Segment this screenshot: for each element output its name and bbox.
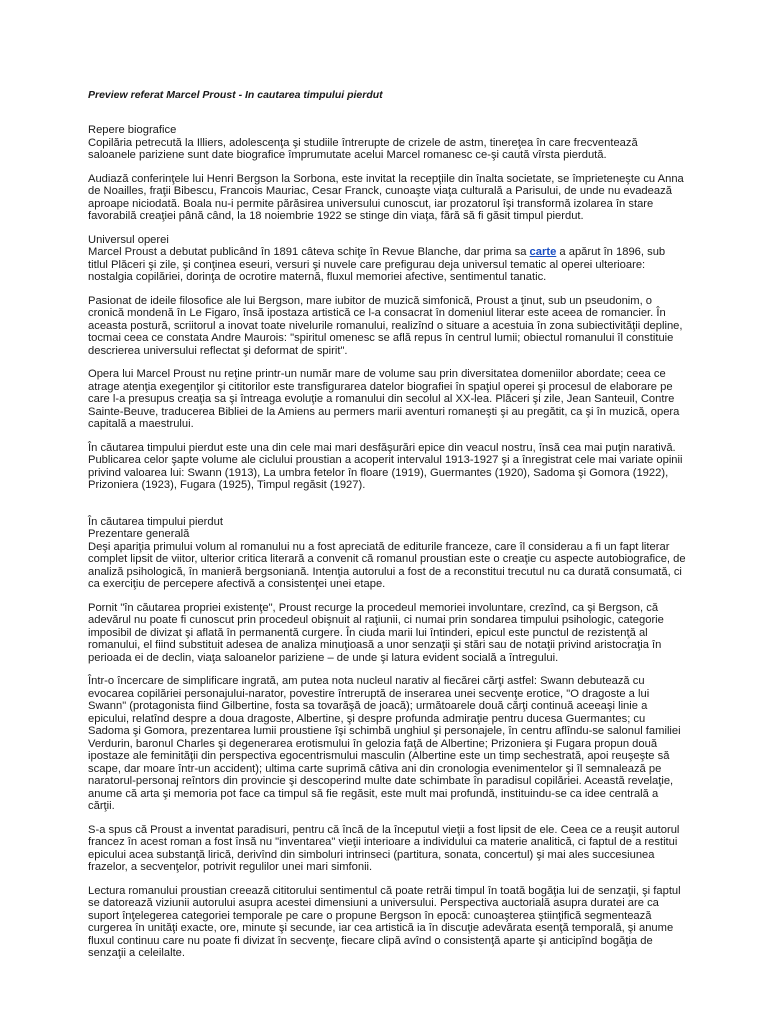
paragraph: Deşi apariţia primului volum al romanului nu a fost apreciată de editurile franceze, care îl considerau a fi un fapt literar complet lipsit de viitor, ulterior critica literară a convenit că romanul proustian este o creaţie cu aspecte autobiografice, de analiză psihologică, în manieră bergsoniană. Intenţia autorului a fost de a reconstitui trecutul nu ca durată consumată, ci ca exerciţiu de percepere afectivă a consistenţei unei etape. (88, 540, 686, 590)
carte-link[interactable]: carte (529, 246, 557, 258)
paragraph: S-a spus că Proust a inventat paradisuri, pentru că încă de la începutul vieţii a fost lipsit de ele. Ceea ce a reuşit autorul francez în acest roman a fost însă nu "inventarea" vieţii interioare a individului ca materie analitică, ci faptul de a restitui epicului acea substanţă lirică, derivînd din simboluri intrinseci (partitura, sonata, concertul) şi mai ales succesiunea frazelor, a secvenţelor, potrivit regulilor unei mari simfonii. (88, 823, 680, 873)
section-heading-cautarea: În căutarea timpului pierdut (88, 515, 223, 528)
paragraph: Pasionat de ideile filosofice ale lui Bergson, mare iubitor de muzică simfonică, Proust a ţinut, sub un pseudonim, o cronică mondenă în Le Figaro, însă ipostaza artistică ce l-a consacrat în domeniul literar este aceea de romancier. În aceasta postură, scriitorul a inovat toate nivelurile romanului, realizînd o situare a acestuia în zona subiectivităţii depline, tocmai ceea ce constata Andre Maurois: "spiritul omenesc se află repus în centrul lumii; obiectul romanului îl constituie descrierea universului reflectat şi deformat de spirit". (88, 294, 683, 357)
document-title: Preview referat Marcel Proust - In cautarea timpului pierdut (88, 89, 383, 101)
paragraph-text: a apărut în 1896, sub titlul Plăceri şi zile, şi conţinea eseuri, versuri şi nuvele care prefigurau deja universul tematic al operei ulterioare: nostalgia copilăriei, dorinţa de ocrotire maternă, fluxul memoriei afective, sentimentul tanatic. (88, 246, 666, 283)
section-heading-universul: Universul operei (88, 233, 169, 246)
paragraph: Într-o încercare de simplificare ingrată, am putea nota nucleul narativ al fiecărei cărţi astfel: Swann debutează cu evocarea copilăriei personajului-narator, povestire întreruptă de inserarea unei secvenţe erotice, "O dragoste a lui Swann" (protagonista fiind Gilbertine, fosta sa tovarăşă de joacă); următoarele două cărţi continuă aceeaşi linie a epicului, relatînd despre a doua dragoste, Albertine, şi despre profunda admiraţie pentru ducesa Guermantes; cu Sadoma şi Gomora, prezentarea lumii proustiene îşi schimbă unghiul şi personajele, în centru aflîndu-se salonul familiei Verdurin, baronul Charles şi degenerarea erotismului în gelozia faţă de Albertine; Prizoniera şi Fugara propun două ipostaze ale feminităţii din perspectiva egocentrismului masculin (Albertine este un timp sechestrată, apoi reuşeşte să scape, dar moare într-un accident); ultima carte suprimă câtiva ani din cronologia evenimentelor şi îl semnalează pe naratorul-personaj reîntors din provincie şi descoperind multe date schimbate în paradisul copilăriei. Această revelaţie, anume că arta şi memoria pot face ca timpul să fie regăsit, este mult mai profundă, instituindu-se ca idee centrală a cărţii. (88, 675, 681, 812)
paragraph: Audiază conferinţele lui Henri Bergson la Sorbona, este invitat la recepţiile din înalta societate, se împrieteneşte cu Anna de Noailles, fraţii Bibescu, Francois Mauriac, Cesar Franck, cunoaşte viaţa culturală a Parisului, de unde nu evadează aproape niciodată. Boala nu-i permite părăsirea universului cunoscut, iar prozatorul îşi transformă izolarea în stare favorabilă creaţiei până când, la 18 noiembrie 1922 se stinge din viaţa, fără să fi găsit timpul pierdut. (88, 172, 684, 222)
paragraph: Lectura romanului proustian creează cititorului sentimentul că poate retrăi timpul în toată bogăţia lui de senzaţii, şi faptul se datorează viziunii autorului asupra acestei dimensiuni a universului. Perspectiva auctorială asupra duratei are ca suport înţelegerea categoriei temporale pe care o propune Bergson în epocă: cunoaşterea ştiinţifică segmentează curgerea în unităţi exacte, ore, minute şi secunde, iar cea artistică ia în discuţie adevărata esenţă temporală, şi anume fluxul continuu care nu poate fi divizat în secvenţe, fiecare clipă avînd o consistenţă aparte şi anticipînd bogăţia de senzaţii a celeilalte. (88, 884, 681, 959)
paragraph: Opera lui Marcel Proust nu reţine printr-un număr mare de volume sau prin diversitatea domeniilor abordate; ceea ce atrage atenţia exegenţilor şi cititorilor este transfigurarea datelor biografiei în spaţiul operei şi procesul de elaborare pe care l-a presupus creaţia sa şi întreaga evoluţie a romanului din secolul al XX-lea. Plăceri şi zile, Jean Santeuil, Contre Sainte-Beuve, traducerea Bibliei de la Amiens au permers marii aventuri romaneşti şi au pregătit, ca şi în muzică, opera capitală a maestrului. (88, 368, 680, 430)
section-subheading: Prezentare generală (88, 528, 190, 540)
spacer (88, 503, 688, 516)
paragraph-with-link (88, 246, 688, 284)
section-heading-repere: Repere biografice (88, 124, 177, 136)
paragraph: Pornit "în căutarea propriei existenţe", Proust recurge la procedeul memoriei involuntare, crezînd, ca şi Bergson, că adevărul nu poate fi cunoscut prin procedeul obişnuit al raţiunii, ci numai prin sondarea timpului psihologic, categorie imposibil de divizat şi aflată în permanentă curgere. În ciuda marii lui întinderi, epicul este punctul de rezistenţă al romanului, el fiind substituit adesea de analiza minuţioasă a unor senzaţii şi stări sau de notaţii privind aristocraţia în perioada ei de declin, viaţa saloanelor pariziene – de unde şi latura evident socială a întregului. (88, 601, 664, 664)
paragraph: În căutarea timpului pierdut este una din cele mai mari desfăşurări epice din veacul nostru, însă cea mai puţin narativă. Publicarea celor şapte volume ale ciclului proustian a acoperit intervalul 1913-1927 şi a înregistrat cele mai variate opinii privind valoarea lui: Swann (1913), La umbra fetelor în floare (1919), Guermantes (1920), Sadoma şi Gomora (1922), Prizoniera (1923), Fugara (1925), Timpul regăsit (1927). (88, 441, 683, 491)
paragraph-text: Marcel Proust a debutat publicând în 1891 câteva schiţe în Revue Blanche, dar prima sa (88, 246, 530, 258)
paragraph: Copilăria petrecută la Illiers, adolescenţa şi studiile întrerupte de crizele de astm, tinereţea în care frecventează saloanele pariziene sunt date biografice împrumutate acelui Marcel romanesc ce-şi caută vîrsta pierdută. (88, 136, 638, 161)
